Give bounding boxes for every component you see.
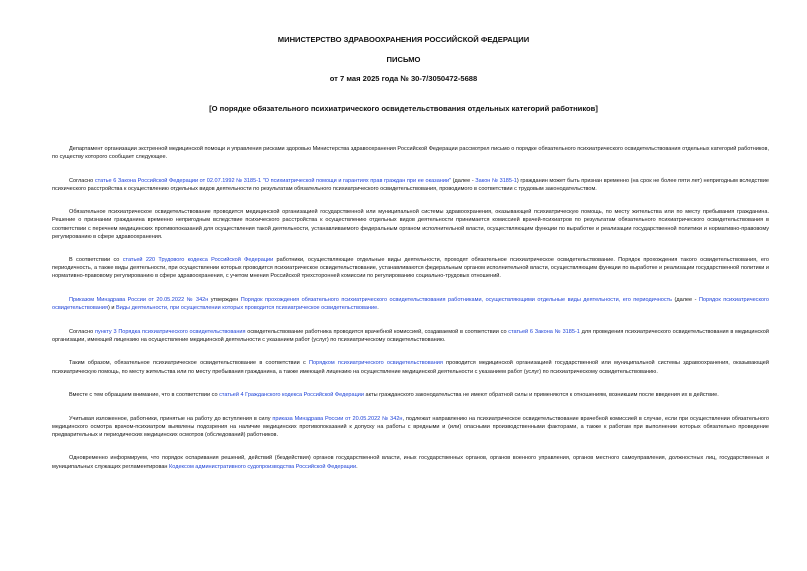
document-type: ПИСЬМО [386,55,421,64]
paragraph-text: Одновременно информируем, что порядок оспаривания решений, действий (бездействия) органов государственной власти, иных государственных органов, органов военного управления, органов местного самоуправления, должностных лиц, государственных и муниципальных служащих регламентирован [52,455,769,470]
paragraph [52,145,769,161]
paragraph [52,177,769,193]
ministry-title: МИНИСТЕРСТВО ЗДРАВООХРАНЕНИЯ РОССИЙСКОЙ ФЕДЕРАЦИИ [277,35,530,44]
paragraph-text: , подлежат направлению на психиатрическое освидетельствование врачебной комиссией в случае, если при осуществлении обязательного медицинского осмотра врачом-психиатром выявлены подозрения на наличие медицинских противопоказаний к допуску на работы с вредными и (или) опасными производственными факторами, а также к работам при выполнении которых обязательно проведение предварительных и периодических медицинских осмотров (обследований) работников. [52,415,769,438]
document-date-number: от 7 мая 2025 года № 30-7/3050472-5688 [329,74,478,83]
paragraph [52,359,769,375]
reference-link[interactable]: статьей 4 Гражданского кодекса Российской Федерации [219,392,364,399]
reference-link[interactable]: статье 6 Закона Российской Федерации от 02.07.1992 № 3185-1 "О психиатрической помощи и гарантиях прав граждан при ее оказании" [94,177,452,184]
paragraph [52,454,769,470]
paragraph-text: (далее - [672,297,699,304]
paragraph [52,415,769,439]
reference-link[interactable]: статьей 6 Закона № 3185-1 [508,328,580,335]
paragraph-text: Учитывая изложенное, работники, принятые на работу до вступления в силу [69,415,273,422]
reference-link[interactable]: пункту 3 Порядка психиатрического освидетельствования [95,328,246,335]
paragraph-text: Таким образом, обязательное психиатрическое освидетельствование в соответствии с [69,360,309,367]
paragraph-text: акты гражданского законодательства не имеют обратной силы и применяются к отношениям, возникшим после введения их в действие. [363,392,719,399]
paragraph-text: (далее - [451,177,476,184]
paragraph-text: Обязательное психиатрическое освидетельствование проводится медицинской организацией государственной или муниципальной системы здравоохранения, оказывающей психиатрическую помощь, по месту жительства или по месту пребывания гражданина. Решение о признании гражданина временно непригодным вследствие психического расстройства к осуществлению отдельных видов деятельности принимается комиссией врачей-психиатров по результатам обязательного психиатрического освидетельствования в соответствии с перечнем медицинских противопоказаний для осуществления такой деятельности, устанавливаемого федеральным органом исполнительной власти, осуществляющим функции по выработке и реализации государственной политики и нормативно-правовому регулированию в сфере здравоохранения. [52,209,769,240]
paragraph-text: работники, осуществляющие отдельные виды деятельности, проходят обязательное психиатрическое освидетельствование. Порядок прохождения такого освидетельствования, его периодичность, а также виды деятельности, при осуществлении которых проводится психиатрическое освидетельствование, устанавливаются федеральным органом исполнительной власти, осуществляющим функции по выработке и реализации государственной политики и нормативно-правовому регулированию в сфере здравоохранения, с учетом мнения Российской трехсторонней комиссии по регулированию социально-трудовых отношений. [52,257,770,280]
paragraph [52,391,769,399]
reference-link[interactable]: приказа Минздрава России от 20.05.2022 № 342н [272,415,403,422]
reference-link[interactable]: статьей 220 Трудового кодекса Российской Федерации [122,257,274,264]
paragraph-text: . [356,463,358,470]
reference-link[interactable]: Порядок прохождения обязательного психиатрического освидетельствования работниками, осуществляющими отдельные виды деятельности, его периодичность [240,297,673,304]
paragraph [52,328,769,344]
paragraph [52,256,769,280]
paragraph-text: . [377,305,379,312]
paragraph-text: В соответствии со [69,257,123,264]
paragraph-text: ) гражданин может быть признан временно (на срок не более пяти лет) непригодным вследствие психического расстройства к осуществлению отдельных видов деятельности по результатам обязательного психиатрического освидетельствования, проводимого в соответствии с трудовым законодательством. [52,177,770,192]
paragraph-text: утвержден [208,297,241,304]
reference-link[interactable]: Кодексом административного судопроизводства Российской Федерации [169,463,357,470]
paragraph-text: для проведения психиатрического освидетельствования в медицинской организации, имеющей лицензию на осуществление медицинской деятельности с указанием работ (услуг) по психиатрическому освидетельствованию. [52,328,769,343]
paragraph-text: Согласно [69,177,95,184]
paragraph-text: ) и [107,305,116,312]
reference-link[interactable]: Приказом Минздрава России от 20.05.2022 № 342н [69,297,209,304]
reference-link[interactable]: Порядком психиатрического освидетельствования [308,360,443,367]
document-subject: [О порядке обязательного психиатрического освидетельствования отдельных категорий работников] [209,104,598,113]
paragraph-text: Согласно [69,328,95,335]
paragraph [52,208,769,240]
paragraph-text: проводится медицинской организацией государственной или муниципальной системы здравоохранения, оказывающей психиатрическую помощь, по месту жительства или по месту пребывания гражданина, а также имеющей лицензию на осуществление медицинской деятельности с указанием работ (услуг) по психиатрическому освидетельствованию. [52,360,769,375]
document-body [52,145,769,486]
paragraph-text: Вместе с тем обращаем внимание, что в соответствии со [69,392,220,399]
reference-link[interactable]: Закон № 3185-1 [475,177,517,184]
paragraph-text: освидетельствование работника проводится врачебной комиссией, создаваемой в соответствии со [245,328,509,335]
reference-link[interactable]: Виды деятельности, при осуществлении которых проводится психиатрическое освидетельствование [116,305,378,312]
reference-link[interactable]: Порядок психиатрического освидетельствования [52,297,770,312]
paragraph [52,296,769,312]
paragraph-text: Департамент организации экстренной медицинской помощи и управления рисками здоровью Министерства здравоохранения Российской Федерации рассмотрел письмо о порядке обязательного психиатрического освидетельствования отдельных категорий работников, по существу которого сообщает следующее. [52,146,769,161]
